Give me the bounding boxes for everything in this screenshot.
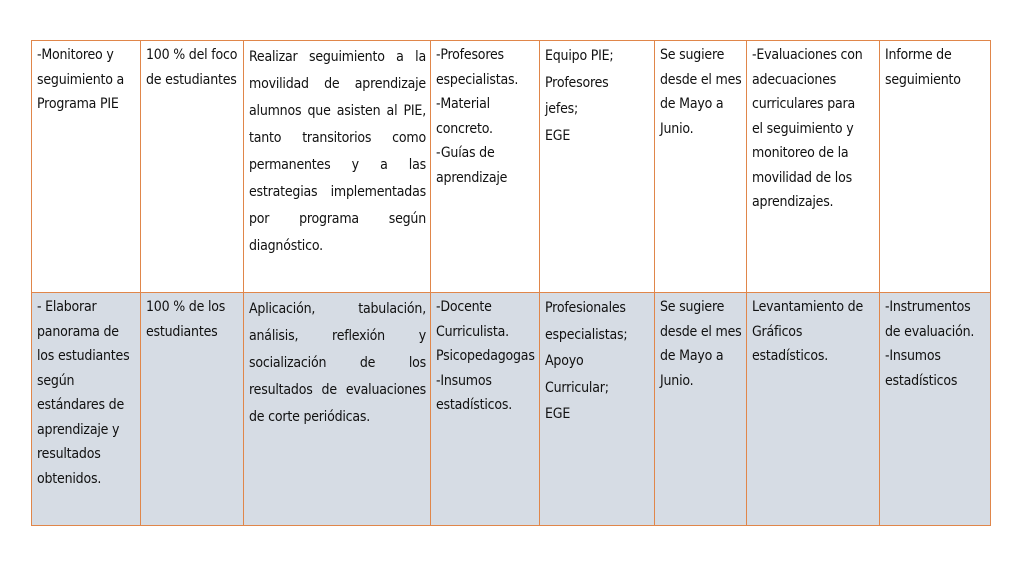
timeline-cell	[655, 41, 747, 293]
cell-text: - Elaborar	[37, 299, 97, 315]
planning-table	[31, 40, 991, 526]
cell-text: Informe de	[885, 47, 952, 63]
cell-text: estadísticos	[885, 372, 958, 389]
evidence-cell	[747, 293, 880, 526]
cell-text: de Mayo a	[660, 348, 724, 364]
cell-text: estándares de	[37, 397, 124, 413]
verification-cell	[880, 41, 991, 293]
cell-text: resultados	[37, 446, 101, 462]
cell-text: -Instrumentos	[885, 299, 971, 315]
cell-text: adecuaciones	[752, 71, 837, 88]
cell-text: Curricular;	[545, 379, 609, 396]
cell-text: el seguimiento y	[752, 120, 854, 137]
cell-text: seguimiento	[885, 71, 961, 88]
description-cell	[244, 293, 431, 526]
cell-text: curriculares para	[752, 96, 856, 112]
responsible-cell	[540, 293, 655, 526]
cell-text: Se sugiere	[660, 47, 725, 63]
cell-text: Junio.	[660, 372, 694, 389]
cell-text: Gráficos	[752, 323, 803, 340]
activity-cell	[32, 293, 141, 526]
verification-cell	[880, 293, 991, 526]
resources-cell	[431, 41, 540, 293]
goal-cell	[141, 293, 244, 526]
cell-text: jefes;	[545, 101, 579, 117]
cell-text: aprendizaje y	[37, 421, 120, 438]
timeline-cell	[655, 293, 747, 526]
table-row	[32, 41, 991, 293]
resources-cell	[431, 293, 540, 526]
cell-text: desde el mes	[660, 323, 742, 340]
cell-text: de estudiantes	[146, 71, 237, 88]
cell-text: Junio.	[660, 120, 694, 137]
cell-text: Apoyo	[545, 353, 584, 369]
activity-cell	[32, 41, 141, 293]
cell-text: obtenidos.	[37, 470, 102, 487]
cell-text: estudiantes	[146, 323, 218, 340]
cell-text: EGE	[545, 406, 571, 422]
cell-text: estadísticos.	[752, 348, 829, 364]
cell-text: -Evaluaciones con	[752, 47, 863, 63]
cell-text: Equipo PIE;	[545, 48, 614, 64]
cell-text: EGE	[545, 127, 571, 144]
cell-text: monitoreo de la	[752, 145, 849, 161]
responsible-cell	[540, 41, 655, 293]
cell-text: Aplicación, tabulación, análisis, reflexión y socialización de los resultados de evaluaciones de corte periódicas.	[249, 301, 426, 425]
cell-text: especialistas.	[436, 71, 519, 88]
cell-text: -Insumos	[885, 348, 941, 364]
description-cell	[244, 41, 431, 293]
cell-text: según	[37, 372, 75, 389]
cell-text: Se sugiere	[660, 299, 725, 315]
cell-text: especialistas;	[545, 326, 628, 343]
cell-text: Curriculista.	[436, 323, 509, 340]
cell-text: -Profesores	[436, 47, 504, 63]
cell-text: movilidad de los	[752, 169, 852, 186]
cell-text: Psicopedagogas	[436, 348, 535, 364]
cell-text: Realizar seguimiento a la movilidad de aprendizaje alumnos que asisten al PIE, tanto transitorios como permanentes y a las estrategias implementadas por programa según diagnóstico.	[249, 49, 426, 254]
cell-text: estadísticos.	[436, 397, 513, 413]
cell-text: -Insumos	[436, 372, 492, 389]
cell-text: 100 % del foco	[146, 47, 238, 63]
cell-text: Profesionales	[545, 300, 626, 316]
cell-text: 100 % de los	[146, 299, 226, 315]
cell-text: seguimiento a	[37, 71, 125, 88]
cell-text: desde el mes	[660, 71, 742, 88]
cell-text: -Docente	[436, 299, 492, 315]
cell-text: concreto.	[436, 120, 493, 137]
cell-text: los estudiantes	[37, 348, 130, 364]
cell-text: -Monitoreo y	[37, 47, 114, 63]
cell-text: aprendizaje	[436, 169, 508, 186]
cell-text: de evaluación.	[885, 323, 975, 340]
cell-text: panorama de	[37, 323, 119, 340]
cell-text: -Material	[436, 96, 490, 112]
cell-text: Levantamiento de	[752, 299, 864, 315]
cell-text: de Mayo a	[660, 96, 724, 112]
goal-cell	[141, 41, 244, 293]
evidence-cell	[747, 41, 880, 293]
cell-text: Programa PIE	[37, 96, 119, 112]
table-row	[32, 293, 991, 526]
cell-text: Profesores	[545, 74, 609, 91]
cell-text: aprendizajes.	[752, 194, 834, 210]
cell-text: -Guías de	[436, 145, 495, 161]
